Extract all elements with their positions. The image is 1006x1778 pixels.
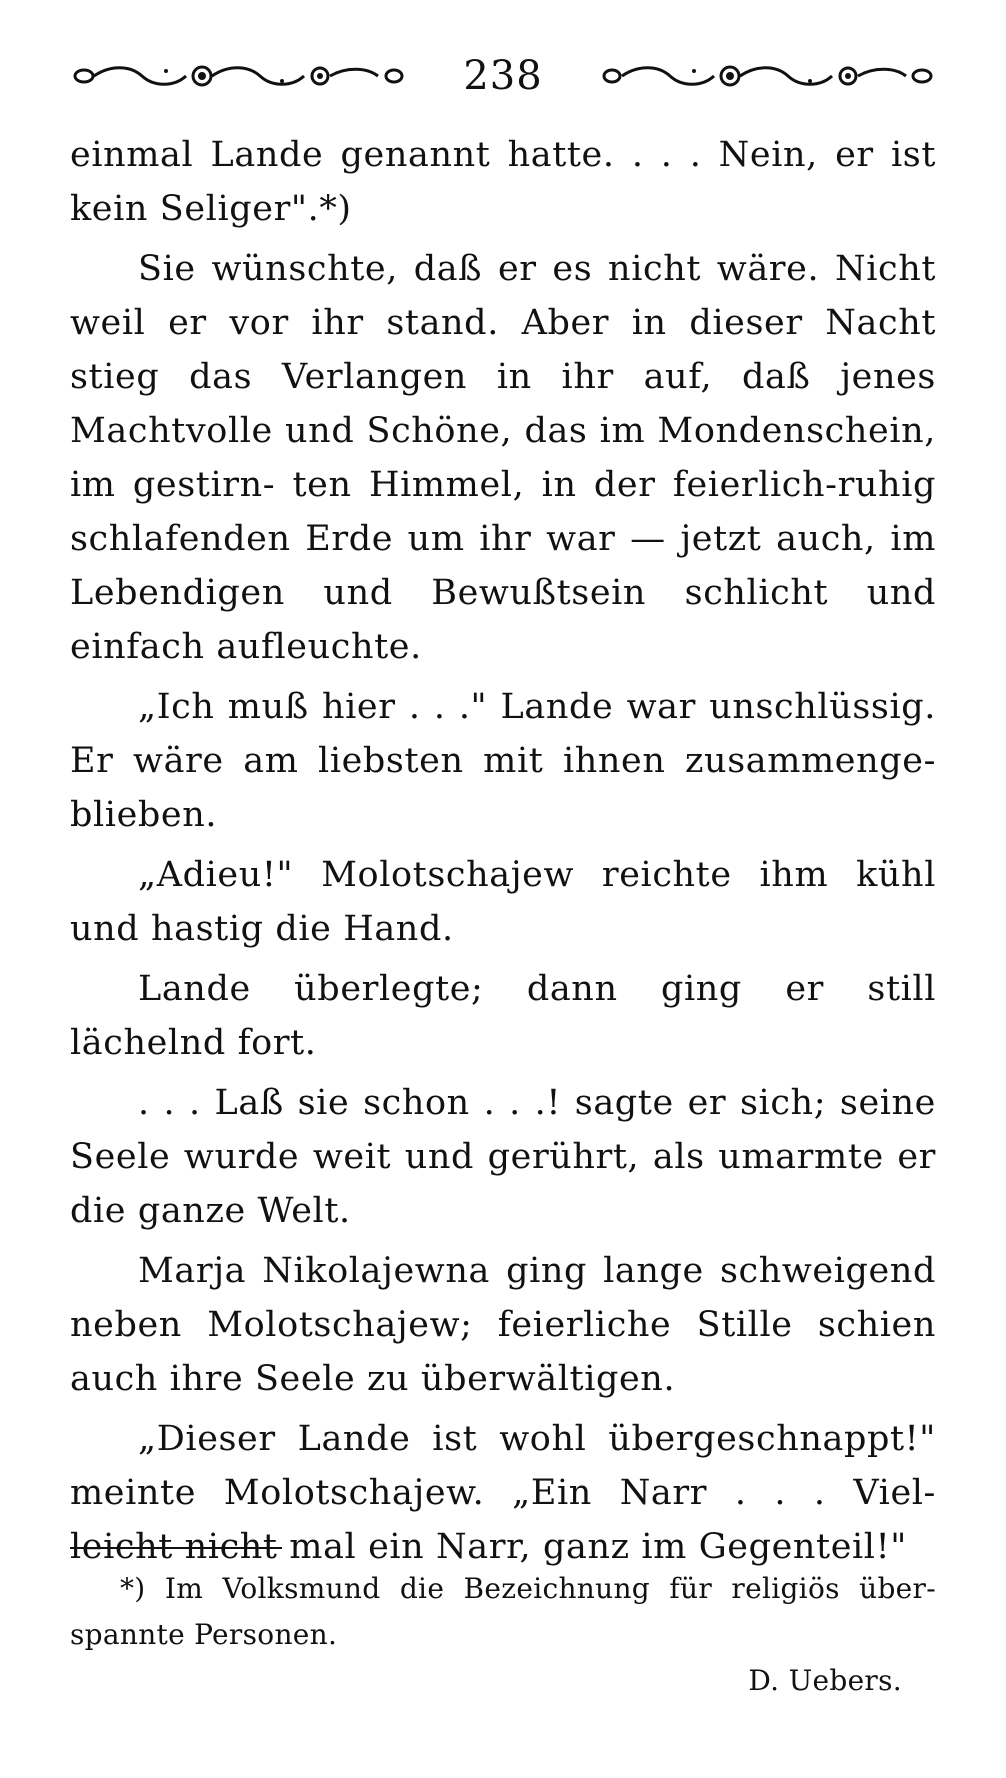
paragraph: . . . Laß sie schon . . .! sagte er sich; seine Seele wurde weit und gerührt, als umarmte er die ganze Welt. (70, 1083, 936, 1231)
body-text (70, 128, 936, 1580)
paragraph: „Dieser Lande ist wohl übergeschnappt!" meinte Molotschajew. „Ein Narr . . . Viel- leicht nicht mal ein Narr, ganz im Gegenteil!" (70, 1419, 936, 1567)
page-header (70, 52, 936, 100)
paragraph: Lande überlegte; dann ging er still lächelnd fort. (70, 969, 936, 1063)
page-number: 238 (463, 53, 543, 99)
paragraph: Sie wünschte, daß er es nicht wäre. Nicht weil er vor ihr stand. Aber in dieser Nacht stieg das Verlangen in ihr auf, daß jenes Machtvolle und Schöne, das im Mondenschein, im gestirn- ten Himmel, in der feierlich-ruhig schlafenden Erde um ihr war — jetzt auch, im Lebendigen und Bewußtsein schlicht und einfach aufleuchte. (70, 249, 936, 667)
footnote (70, 1566, 936, 1704)
footnote-divider (70, 1547, 282, 1549)
footnote-signature: D. Uebers. (748, 1664, 902, 1697)
ornament-right-icon (596, 61, 936, 91)
paragraph: einmal Lande genannt hatte. . . . Nein, er ist kein Seliger".*) (70, 135, 936, 229)
footnote-text: *) Im Volksmund die Bezeichnung für religiös über- spannte Personen. (70, 1572, 936, 1651)
paragraph: „Ich muß hier . . ." Lande war unschlüssig. Er wäre am liebsten mit ihnen zusammenge- blieben. (70, 687, 936, 835)
paragraph: „Adieu!" Molotschajew reichte ihm kühl und hastig die Hand. (70, 855, 936, 949)
ornament-left-icon (70, 61, 410, 91)
paragraph: Marja Nikolajewna ging lange schweigend neben Molotschajew; feierliche Stille schien auch ihre Seele zu überwältigen. (70, 1251, 936, 1399)
